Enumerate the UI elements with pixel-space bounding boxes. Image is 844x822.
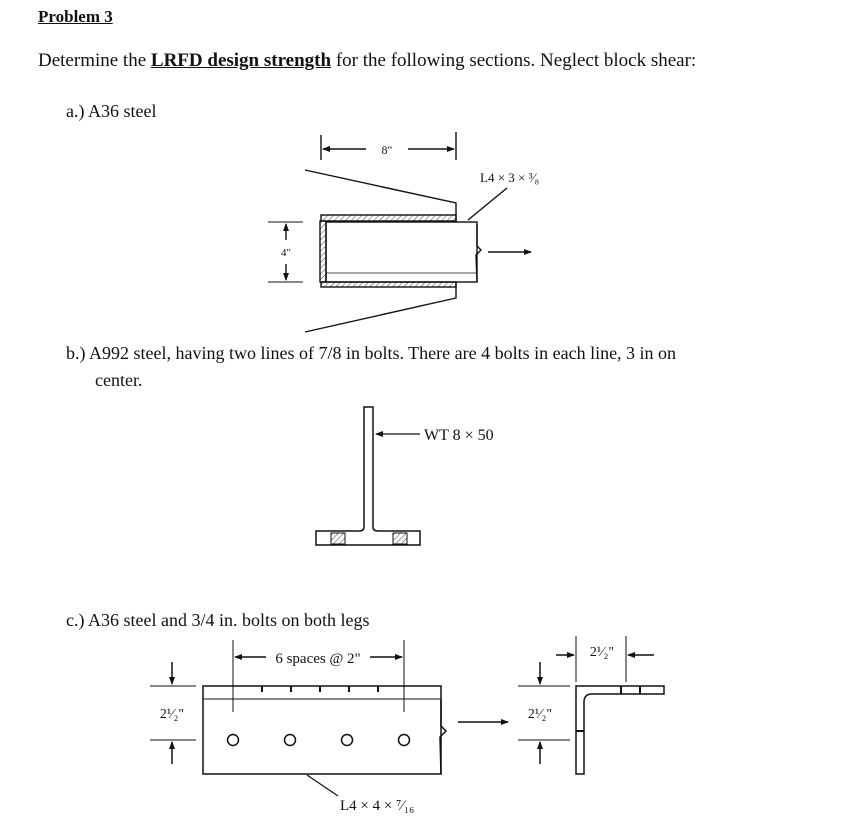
intro-text-after: for the following sections. Neglect block shear: [331, 50, 697, 71]
bolt-marks-cross-section [576, 686, 640, 731]
part-b-label-line2: center. [95, 370, 143, 390]
weld-end [320, 221, 326, 282]
wt-tee-outline [316, 407, 420, 545]
figure-c-angle-bolted [150, 636, 664, 796]
weld-top [321, 215, 456, 221]
figure-b-wt-section [316, 407, 420, 545]
bolt-hole-3 [342, 735, 353, 746]
bolt-hole-2 [285, 735, 296, 746]
weld-bottom [321, 282, 456, 287]
part-c-label: c.) A36 steel and 3/4 in. bolts on both legs [66, 610, 370, 630]
callout-b-label: WT 8 × 50 [424, 427, 494, 444]
gusset-plate-bottom-edge [305, 282, 456, 332]
part-a-label: a.) A36 steel [66, 101, 157, 121]
bolt-marks-top-leg [262, 686, 378, 692]
gusset-plate-top-edge [305, 170, 456, 222]
bolt-hole-left [331, 533, 345, 544]
intro-emphasis: LRFD design strength [150, 50, 332, 71]
figure-a-angle-connection [268, 132, 531, 332]
part-b-label-line1: b.) A992 steel, having two lines of 7/8 in bolts. There are 4 bolts in each line, 3 in on [66, 343, 677, 363]
bolt-hole-right [393, 533, 407, 544]
dim-gage-left-label: 2¹⁄₂" [159, 707, 185, 722]
callout-c-label: L4 × 4 × ⁷⁄₁₆ [340, 798, 415, 814]
dim-spacing-label: 6 spaces @ 2" [275, 651, 361, 667]
angle-cross-section [576, 686, 664, 774]
bolt-hole-4 [399, 735, 410, 746]
callout-leader-a [468, 188, 507, 220]
problem-title: Problem 3 [38, 7, 113, 26]
bolt-hole-1 [228, 735, 239, 746]
dim-gage-right-label: 2¹⁄₂" [527, 707, 553, 722]
callout-leader-c [307, 775, 338, 796]
break-line-c [440, 700, 446, 774]
dim-8-label: 8" [381, 143, 393, 157]
dim-4-label: 4" [281, 247, 291, 259]
dim-leg-top-label: 2¹⁄₂" [589, 645, 615, 660]
intro-text-before: Determine the [38, 50, 151, 71]
callout-a-label: L4 × 3 × ³⁄₈ [480, 170, 540, 185]
